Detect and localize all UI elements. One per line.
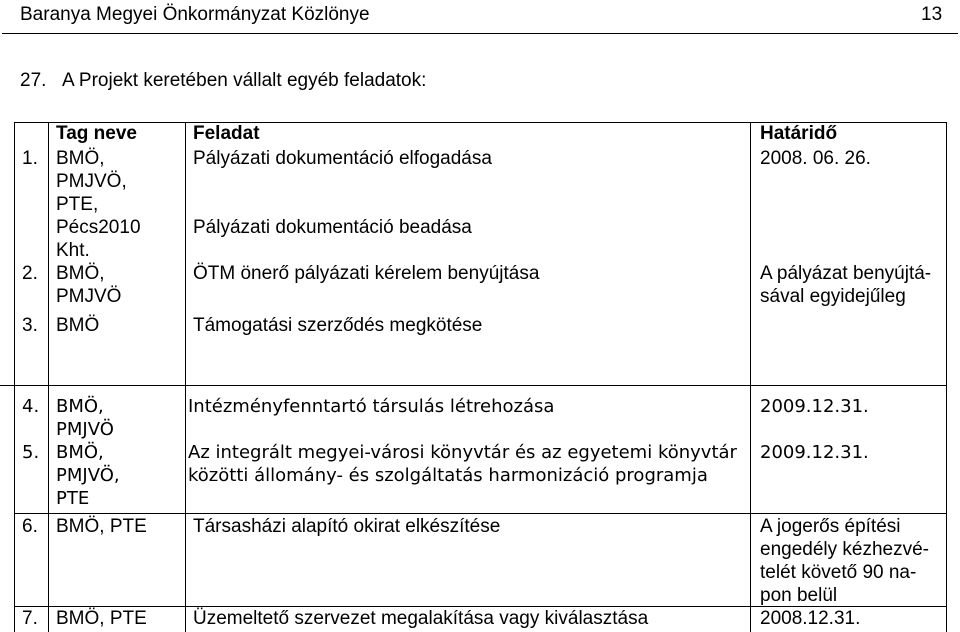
section-number: 27. xyxy=(20,70,47,91)
partner-cell-line: PMJVÖ xyxy=(56,419,114,440)
column-header-deadline: Határidő xyxy=(760,123,838,144)
deadline-cell-line: pon belül xyxy=(760,585,838,606)
table-row-border xyxy=(14,606,946,607)
partner-cell-line: Kht. xyxy=(56,240,90,261)
column-header-partner: Tag neve xyxy=(56,123,137,144)
table-column-divider xyxy=(48,122,49,632)
task-cell-line: közötti állomány- és szolgáltatás harmonizáció programja xyxy=(188,465,708,486)
table-column-divider xyxy=(185,122,186,632)
deadline-cell-line: sával egyidejűleg xyxy=(760,286,906,307)
task-cell-line: Intézményfenntartó társulás létrehozása xyxy=(188,396,555,417)
deadline-cell-line: telét követő 90 na- xyxy=(760,562,917,583)
row-number: 1. xyxy=(22,148,38,169)
table-left-border xyxy=(14,122,15,632)
row-number: 6. xyxy=(22,516,38,537)
partner-cell-line: BMÖ, xyxy=(56,263,105,284)
row-number: 5. xyxy=(22,442,40,463)
task-cell-line: Pályázati dokumentáció elfogadása xyxy=(193,148,492,169)
row-number: 4. xyxy=(22,396,40,417)
table-right-border xyxy=(946,122,947,632)
partner-cell-line: BMÖ, xyxy=(56,148,105,169)
task-cell-line: Pályázati dokumentáció beadása xyxy=(193,217,472,238)
task-cell-line: ÖTM önerő pályázati kérelem benyújtása xyxy=(193,263,540,284)
partner-cell-line: BMÖ, xyxy=(56,396,104,417)
partner-cell-line: PMJVÖ, xyxy=(56,465,120,486)
row-number: 3. xyxy=(22,315,38,336)
column-header-task: Feladat xyxy=(193,123,260,144)
section-heading xyxy=(20,70,426,92)
section-title: A Projekt keretében vállalt egyéb feladatok: xyxy=(62,70,427,91)
table-row-border xyxy=(0,385,946,386)
deadline-cell-line: 2009.12.31. xyxy=(760,396,869,417)
table-top-border xyxy=(14,122,946,123)
row-number: 2. xyxy=(22,263,38,284)
publication-title: Baranya Megyei Önkormányzat Közlönye xyxy=(20,4,370,25)
deadline-cell-line: 2009.12.31. xyxy=(760,442,869,463)
table-column-divider xyxy=(750,122,751,632)
partner-cell-line: BMÖ xyxy=(56,315,100,336)
row-number: 7. xyxy=(22,608,38,629)
partner-cell-line: PTE xyxy=(56,488,90,509)
partner-cell-line: Pécs2010 xyxy=(56,217,141,238)
task-cell-line: Társasházi alapító okirat elkészítése xyxy=(193,516,501,537)
task-cell-line: Üzemeltető szervezet megalakítása vagy kiválasztása xyxy=(193,608,649,629)
deadline-cell-line: 2008. 06. 26. xyxy=(760,148,871,169)
partner-cell-line: PMJVÖ, xyxy=(56,171,127,192)
partner-cell-line: PMJVÖ xyxy=(56,286,122,307)
header-rule xyxy=(2,33,958,34)
deadline-cell-line: 2008.12.31. xyxy=(760,608,861,629)
task-cell-line: Az integrált megyei-városi könyvtár és az egyetemi könyvtár xyxy=(188,442,737,463)
partner-cell-line: BMÖ, PTE xyxy=(56,608,147,629)
task-cell-line: Támogatási szerződés megkötése xyxy=(193,315,483,336)
partner-cell-line: BMÖ, xyxy=(56,442,104,463)
deadline-cell-line: engedély kézhezvé- xyxy=(760,539,929,560)
table-row-border xyxy=(14,513,946,514)
page-number: 13 xyxy=(921,4,943,25)
partner-cell-line: PTE, xyxy=(56,194,99,215)
page-header xyxy=(0,0,960,30)
partner-cell-line: BMÖ, PTE xyxy=(56,516,147,537)
deadline-cell-line: A pályázat benyújtá- xyxy=(760,263,932,284)
deadline-cell-line: A jogerős építési xyxy=(760,516,901,537)
